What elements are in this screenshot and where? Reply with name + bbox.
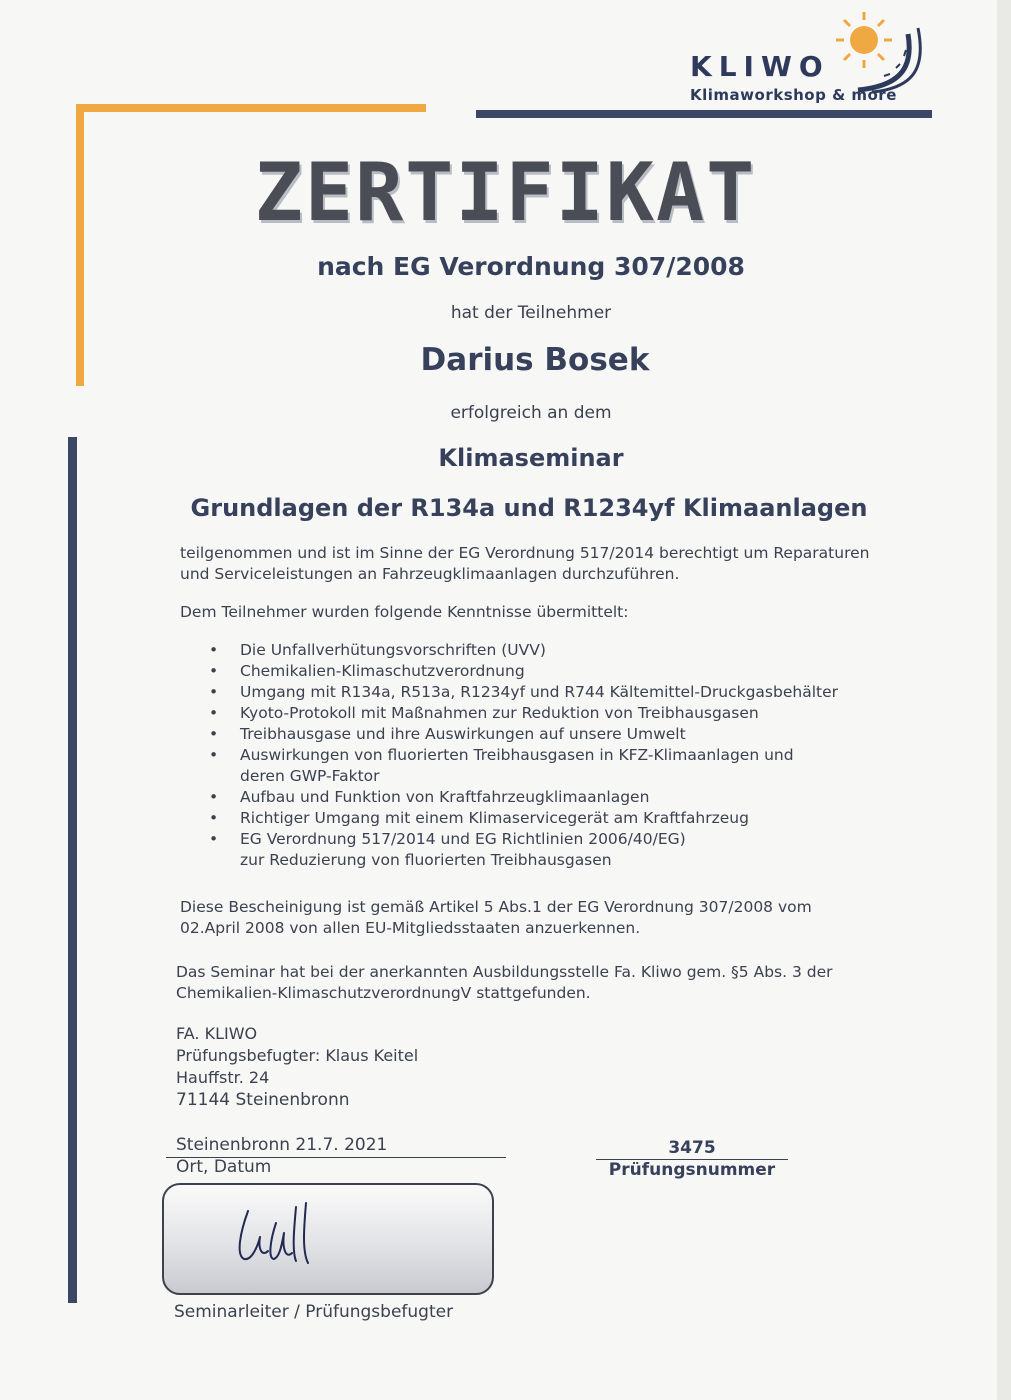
place-date-label: Ort, Datum xyxy=(176,1157,272,1177)
knowledge-list xyxy=(206,640,886,871)
authorization-line: und Serviceleistungen an Fahrzeugklimaanlagen durchzuführen. xyxy=(180,565,680,583)
list-item: • Die Unfallverhütungsvorschriften (UVV) xyxy=(206,640,886,661)
signature-label: Seminarleiter / Prüfungsbefugter xyxy=(174,1302,454,1322)
list-item: • EG Verordnung 517/2014 und EG Richtlinien 2006/40/EG) zur Reduzierung von fluorierten Treibhausgasen xyxy=(206,829,700,871)
venue-line: Das Seminar hat bei der anerkannten Ausbildungsstelle Fa. Kliwo gem. §5 Abs. 3 der xyxy=(176,963,833,981)
success-text: erfolgreich an dem xyxy=(450,403,612,423)
list-item: • Auswirkungen von fluorierten Treibhausgasen in KFZ-Klimaanlagen und deren GWP-Faktor xyxy=(206,745,840,787)
logo-name: KLIWO xyxy=(690,50,830,83)
issuer-city: 71144 Steinenbronn xyxy=(176,1090,350,1110)
certificate-title: ZERTIFIKAT xyxy=(254,146,757,239)
knowledge-intro xyxy=(180,602,900,623)
issuer-company: FA. KLIWO xyxy=(176,1024,258,1043)
intro-text: hat der Teilnehmer xyxy=(450,303,612,323)
signature-box xyxy=(162,1183,494,1295)
seminar-name: Klimaseminar xyxy=(438,444,624,472)
orange-frame-top xyxy=(76,104,426,112)
kliwo-logo xyxy=(660,10,940,110)
logo-tagline: Klimaworkshop & more xyxy=(690,86,897,104)
list-item: • Kyoto-Protokoll mit Maßnahmen zur Reduktion von Treibhausgasen xyxy=(206,703,886,724)
handwritten-signature xyxy=(234,1193,324,1273)
participant-name: Darius Bosek xyxy=(420,342,650,378)
issuer-address xyxy=(176,1023,418,1111)
navy-frame-top xyxy=(476,110,932,118)
list-item: • Treibhausgase und ihre Auswirkungen auf unsere Umwelt xyxy=(206,724,886,745)
exam-number-value: 3475 xyxy=(668,1138,716,1158)
list-item: • Chemikalien-Klimaschutzverordnung xyxy=(206,661,886,682)
issuer-street: Hauffstr. 24 xyxy=(176,1068,270,1087)
navy-frame-left xyxy=(68,437,77,1303)
authorization-line: teilgenommen und ist im Sinne der EG Verordnung 517/2014 berechtigt um Reparaturen xyxy=(180,544,870,562)
seminar-topic: Grundlagen der R134a und R1234yf Klimaanlagen xyxy=(190,494,868,522)
list-item: • Richtiger Umgang mit einem Klimaservicegerät am Kraftfahrzeug xyxy=(206,808,886,829)
list-item: • Umgang mit R134a, R513a, R1234yf und R744 Kältemittel-Druckgasbehälter xyxy=(206,682,886,703)
place-date-value: Steinenbronn 21.7. 2021 xyxy=(176,1135,388,1155)
exam-number-label: Prüfungsnummer xyxy=(608,1160,776,1180)
recognition-line: Diese Bescheinigung ist gemäß Artikel 5 Abs.1 der EG Verordnung 307/2008 vom xyxy=(180,898,812,916)
authorization-paragraph xyxy=(180,543,900,585)
venue-paragraph xyxy=(176,962,896,1004)
venue-line: Chemikalien-KlimaschutzverordnungV stattgefunden. xyxy=(176,984,591,1002)
sun-road-icon xyxy=(828,10,928,98)
recognition-line: 02.April 2008 von allen EU-Mitgliedsstaaten anzuerkennen. xyxy=(180,919,641,937)
recognition-paragraph xyxy=(180,897,900,939)
list-item: • Aufbau und Funktion von Kraftfahrzeugklimaanlagen xyxy=(206,787,886,808)
knowledge-intro-text: Dem Teilnehmer wurden folgende Kenntnisse übermittelt: xyxy=(180,603,629,621)
issuer-examiner: Prüfungsbefugter: Klaus Keitel xyxy=(176,1046,419,1065)
certificate-subtitle: nach EG Verordnung 307/2008 xyxy=(317,252,745,281)
